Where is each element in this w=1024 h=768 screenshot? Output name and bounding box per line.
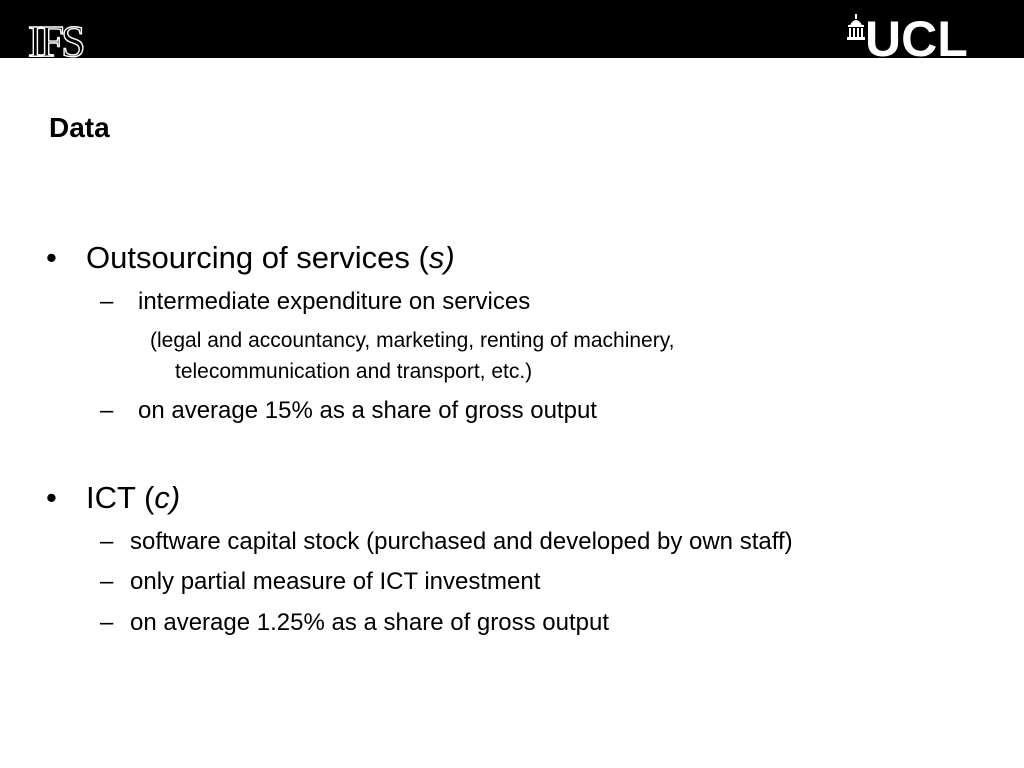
subitem-marker: – <box>100 528 114 555</box>
subitem-intermediate-expenditure: intermediate expenditure on services <box>138 288 531 315</box>
bullet-marker: • <box>46 240 57 275</box>
subitem-partial-measure: only partial measure of ICT investment <box>130 568 541 595</box>
subitem-services-share: on average 15% as a share of gross output <box>138 397 597 424</box>
bullet-label: ICT ( <box>86 480 155 515</box>
header-bar <box>0 0 1024 58</box>
variable-s: s <box>428 240 445 275</box>
subitem-marker: – <box>100 609 114 636</box>
subitem-marker: – <box>100 568 114 595</box>
bullet-marker: • <box>46 480 57 515</box>
subitem-ict-share: on average 1.25% as a share of gross output <box>130 609 609 636</box>
bullet-ict <box>46 480 57 516</box>
portico-dome-icon <box>847 14 865 40</box>
detail-line: (legal and accountancy, marketing, renting of machinery, <box>150 329 675 352</box>
bullet-close-paren: ) <box>169 480 181 515</box>
svg-text:IFS: IFS <box>28 18 83 60</box>
subitem-marker: – <box>100 288 114 315</box>
ifs-logo <box>28 18 100 60</box>
slide-title: Data <box>49 112 110 143</box>
subitem-software-capital: software capital stock (purchased and developed by own staff) <box>130 528 793 555</box>
bullet-outsourcing-text <box>86 240 455 276</box>
ucl-logo <box>845 12 995 58</box>
variable-c: c <box>154 480 170 515</box>
bullet-close-paren: ) <box>444 240 455 275</box>
svg-text:UCL: UCL <box>865 12 968 58</box>
bullet-ict-text <box>86 480 180 516</box>
detail-line: telecommunication and transport, etc.) <box>175 360 533 383</box>
subitem-marker: – <box>100 397 114 424</box>
bullet-label: Outsourcing of services ( <box>86 240 429 275</box>
bullet-outsourcing <box>46 240 57 276</box>
